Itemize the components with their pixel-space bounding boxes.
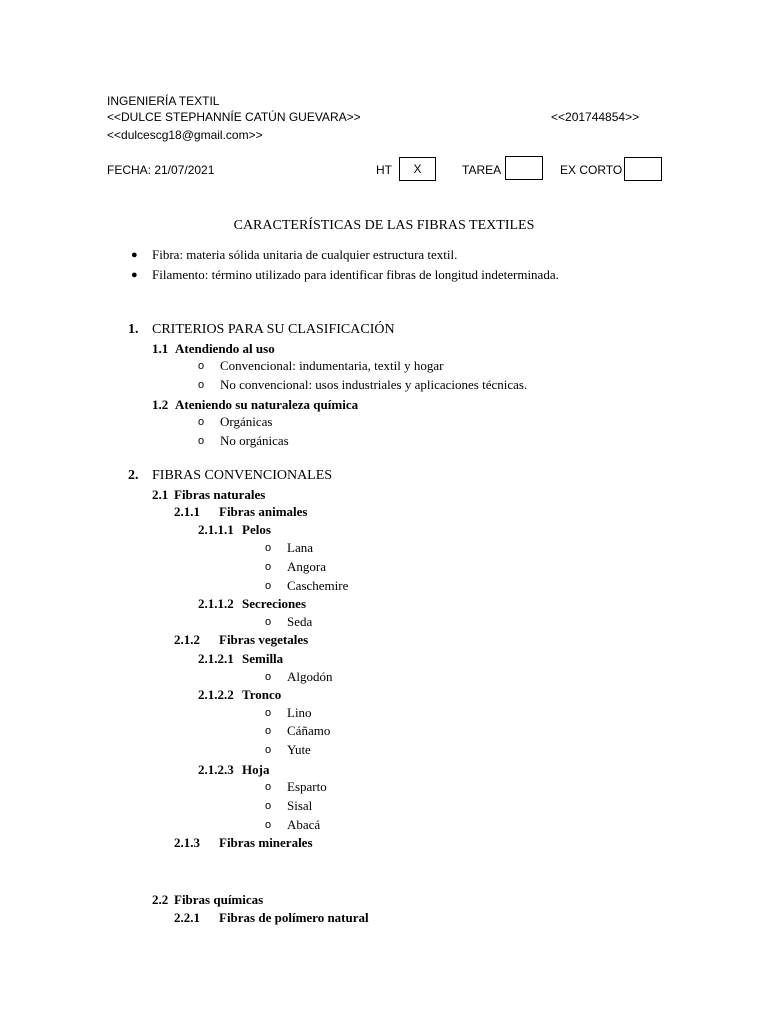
subsection-number: 2.1.1 <box>174 504 200 519</box>
hollow-circle-icon: o <box>198 416 205 428</box>
hollow-circle-icon: o <box>265 819 272 831</box>
subsection-title: Fibras químicas <box>174 892 264 907</box>
subsection-number: 2.2.1 <box>174 910 200 925</box>
hollow-circle-icon: o <box>265 580 272 592</box>
subsection-number: 2.1.1.2 <box>198 596 234 611</box>
hollow-circle-icon: o <box>265 800 272 812</box>
excorto-label: EX CORTO <box>560 163 623 177</box>
subsection-number: 2.1.2.2 <box>198 687 234 702</box>
hollow-circle-icon: o <box>198 379 205 391</box>
subsection-title: Fibras vegetales <box>219 632 309 647</box>
tarea-box[interactable] <box>505 156 543 180</box>
subsection-title: Hoja <box>242 762 270 777</box>
subsection-number: 1.2 <box>152 397 169 412</box>
student-email: <<dulcescg18@gmail.com>> <box>107 128 263 142</box>
ht-box[interactable]: X <box>399 157 436 181</box>
definition-filamento: Filamento: término utilizado para identificar fibras de longitud indeterminada. <box>152 267 559 282</box>
subsection-number: 2.1 <box>152 487 169 502</box>
list-item: No orgánicas <box>220 433 289 448</box>
list-item: No convencional: usos industriales y aplicaciones técnicas. <box>220 377 528 392</box>
hollow-circle-icon: o <box>265 542 272 554</box>
document-title: CARACTERÍSTICAS DE LAS FIBRAS TEXTILES <box>233 218 535 233</box>
list-item: Esparto <box>287 779 327 794</box>
hollow-circle-icon: o <box>265 707 272 719</box>
ht-label: HT <box>376 163 392 177</box>
list-item: Algodón <box>287 669 333 684</box>
subsection-number: 2.1.1.1 <box>198 522 234 537</box>
subsection-title: Atendiendo al uso <box>175 341 275 356</box>
course-name: INGENIERÍA TEXTIL <box>107 94 220 108</box>
subsection-number: 2.1.3 <box>174 835 200 850</box>
definition-fibra: Fibra: materia sólida unitaria de cualquier estructura textil. <box>152 247 458 262</box>
subsection-number: 1.1 <box>152 341 169 356</box>
subsection-title: Tronco <box>242 687 282 702</box>
list-item: Convencional: indumentaria, textil y hogar <box>220 358 444 373</box>
subsection-title: Ateniendo su naturaleza química <box>175 397 359 412</box>
hollow-circle-icon: o <box>265 725 272 737</box>
subsection-title: Secreciones <box>242 596 307 611</box>
date-label: FECHA: 21/07/2021 <box>107 163 215 177</box>
list-item: Angora <box>287 559 326 574</box>
list-item: Abacá <box>287 817 321 832</box>
section-number: 1. <box>128 322 139 337</box>
subsection-title: Fibras minerales <box>219 835 313 850</box>
subsection-number: 2.1.2.3 <box>198 762 234 777</box>
excorto-box[interactable] <box>624 157 662 181</box>
list-item: Yute <box>287 742 311 757</box>
list-item: Lino <box>287 705 312 720</box>
list-item: Lana <box>287 540 313 555</box>
hollow-circle-icon: o <box>198 435 205 447</box>
bullet-icon: ● <box>131 249 138 261</box>
section-number: 2. <box>128 468 139 483</box>
hollow-circle-icon: o <box>265 744 272 756</box>
student-id: <<201744854>> <box>551 110 640 124</box>
subsection-title: Fibras naturales <box>174 487 266 502</box>
list-item: Sisal <box>287 798 313 813</box>
subsection-title: Semilla <box>242 651 284 666</box>
list-item: Orgánicas <box>220 414 273 429</box>
section-title: CRITERIOS PARA SU CLASIFICACIÓN <box>152 322 395 337</box>
bullet-icon: ● <box>131 269 138 281</box>
subsection-number: 2.2 <box>152 892 169 907</box>
subsection-number: 2.1.2 <box>174 632 200 647</box>
tarea-label: TAREA <box>462 163 502 177</box>
subsection-title: Fibras de polímero natural <box>219 910 369 925</box>
student-name: <<DULCE STEPHANNÍE CATÚN GUEVARA>> <box>107 110 361 124</box>
hollow-circle-icon: o <box>198 360 205 372</box>
subsection-title: Pelos <box>242 522 271 537</box>
list-item: Seda <box>287 614 313 629</box>
hollow-circle-icon: o <box>265 561 272 573</box>
section-title: FIBRAS CONVENCIONALES <box>152 468 333 483</box>
hollow-circle-icon: o <box>265 616 272 628</box>
hollow-circle-icon: o <box>265 671 272 683</box>
list-item: Cáñamo <box>287 723 331 738</box>
subsection-number: 2.1.2.1 <box>198 651 234 666</box>
hollow-circle-icon: o <box>265 781 272 793</box>
list-item: Caschemire <box>287 578 349 593</box>
subsection-title: Fibras animales <box>219 504 308 519</box>
